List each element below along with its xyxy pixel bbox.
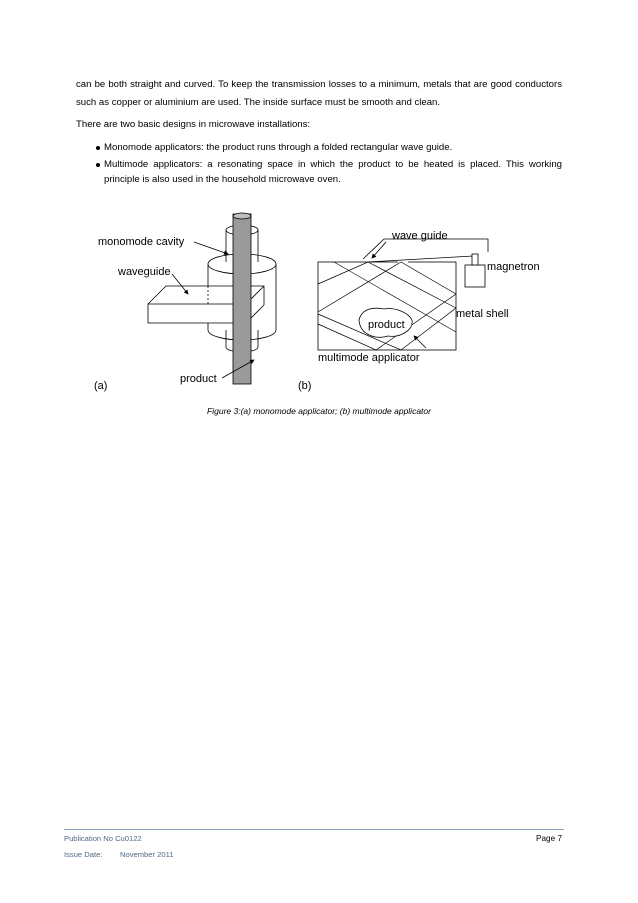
label-b: (b) [298, 380, 312, 392]
multimode-diagram [318, 239, 488, 350]
publication-number: Publication No Cu0122 [64, 834, 142, 843]
designs-paragraph: There are two basic designs in microwave installations: [76, 119, 311, 130]
product-label-b: product [368, 319, 405, 331]
bullet-icon [96, 146, 100, 150]
issue-date: November 2011 [120, 850, 174, 859]
bullet-icon [96, 163, 100, 167]
list-item [76, 140, 562, 155]
applicator-list [76, 140, 562, 189]
wave-guide-label: wave guide [392, 230, 448, 242]
list-item-text: Multimode applicators: a resonating space in which the product to be heated is placed. This working principle is also used in the household microwave oven. [104, 159, 562, 185]
product-label-a: product [180, 373, 217, 385]
intro-paragraph: can be both straight and curved. To keep the transmission losses to a minimum, metals that are good conductors such as copper or aluminium are used. The inside surface must be smooth and clean. [76, 79, 562, 108]
page-number: Page 7 [536, 834, 562, 843]
list-item [76, 157, 562, 187]
multimode-applicator-label: multimode applicator [318, 352, 420, 364]
metal-shell-label: metal shell [456, 308, 509, 320]
waveguide-label: waveguide [118, 266, 171, 278]
magnetron-label: magnetron [487, 261, 540, 273]
issue-date-label: Issue Date: [64, 850, 103, 859]
figure-caption: Figure 3:(a) monomode applicator; (b) multimode applicator [207, 406, 431, 416]
footer-divider [64, 829, 564, 830]
monomode-cavity-label: monomode cavity [98, 236, 185, 248]
list-item-text: Monomode applicators: the product runs through a folded rectangular wave guide. [104, 142, 453, 153]
label-a: (a) [94, 380, 108, 392]
applicator-figure [76, 212, 562, 398]
